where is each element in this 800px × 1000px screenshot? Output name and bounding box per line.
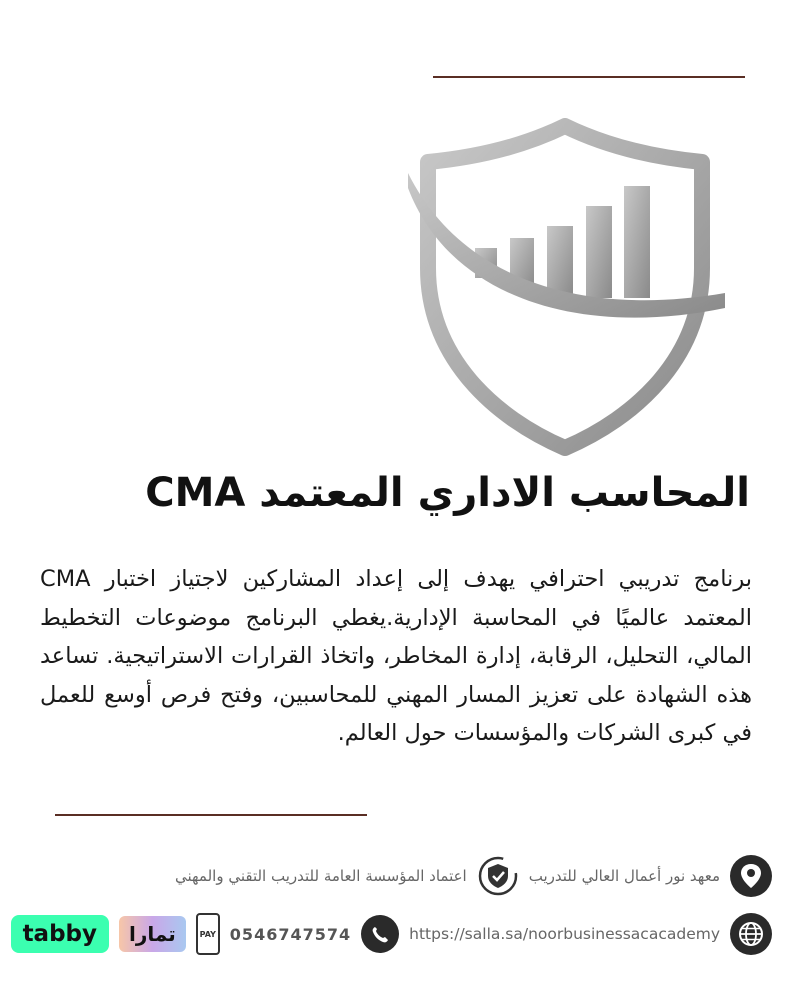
- institute-name: معهد نور أعمال العالي للتدريب: [528, 867, 720, 885]
- tabby-logo: tabby: [11, 915, 109, 953]
- top-divider: [433, 76, 745, 78]
- bottom-divider: [55, 814, 367, 816]
- program-description: برنامج تدريبي احترافي يهدف إلى إعداد المشاركين لاجتياز اختبار CMA المعتمد عالميًا في المحاسبة الإدارية.يغطي البرنامج موضوعات التخطيط المالي، التحليل، الرقابة، إدارة المخاطر، واتخاذ القرارات الاستراتيجية. تساعد هذه الشهادة على تعزيز المسار المهني للمحاسبين، وفتح فرص أوسع للعمل في كبرى الشركات والمؤسسات حول العالم.: [40, 566, 752, 746]
- globe-icon[interactable]: [730, 913, 772, 955]
- page-title: المحاسب الاداري المعتمد CMA: [145, 470, 750, 516]
- location-pin-icon: [730, 855, 772, 897]
- pay-phone-icon: PAY: [196, 913, 220, 955]
- tamara-logo: تمارا: [119, 916, 186, 952]
- phone-number[interactable]: 0546747574: [229, 924, 352, 944]
- footer-contact-row: [22, 910, 772, 958]
- shield-chart-logo: [400, 118, 730, 458]
- accreditation-badge-icon: [477, 855, 519, 897]
- website-link[interactable]: https://salla.sa/noorbusinessacacademy: [409, 925, 720, 943]
- footer-info-row: [27, 852, 772, 900]
- whatsapp-icon[interactable]: [361, 915, 399, 953]
- accreditation-text: اعتماد المؤسسة العامة للتدريب التقني والمهني: [174, 867, 467, 885]
